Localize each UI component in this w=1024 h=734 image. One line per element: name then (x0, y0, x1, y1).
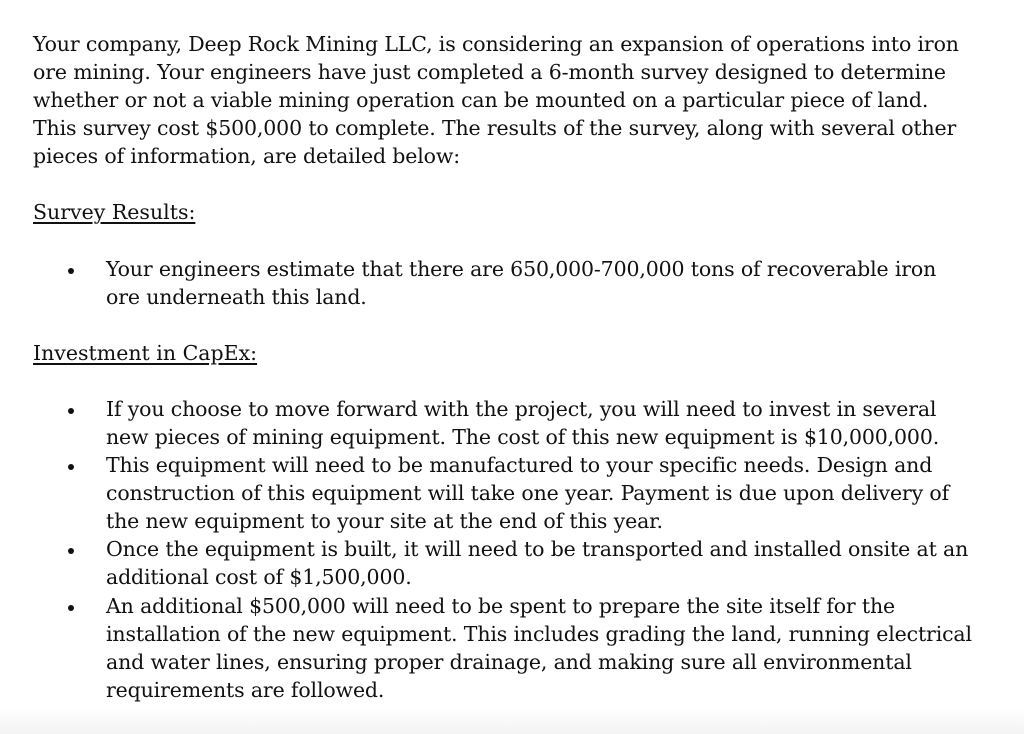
bullet-icon (68, 464, 74, 470)
capex-list (33, 395, 993, 704)
list-item (33, 535, 976, 591)
list-item-text: If you choose to move forward with the project, you will need to invest in several new pieces of mining equipment. The cost of this new equipment is $10,000,000. (106, 396, 940, 449)
bullet-icon (68, 408, 74, 414)
list-item (33, 451, 976, 535)
survey-results-list (33, 255, 993, 311)
list-item-text: This equipment will need to be manufactured to your specific needs. Design and construction of this equipment will take one year. Payment is due upon delivery of the new equipment to your site at the end of this year. (106, 453, 950, 534)
intro-paragraph: Your company, Deep Rock Mining LLC, is considering an expansion of operations into iron ore mining. Your engineers have just completed a 6-month survey designed to determine whether or not a viable mining operation can be mounted on a particular piece of land. This survey cost $500,000 to complete. The results of the survey, along with several other pieces of information, are detailed below: (33, 32, 959, 169)
page-bottom-shadow (0, 708, 1024, 734)
list-item (33, 592, 976, 704)
list-item (33, 255, 976, 311)
list-item-text: Once the equipment is built, it will need to be transported and installed onsite at an additional cost of $1,500,000. (106, 537, 969, 590)
investment-capex-heading: Investment in CapEx: (33, 340, 258, 365)
document-page (33, 30, 993, 704)
list-item-text: An additional $500,000 will need to be spent to prepare the site itself for the installation of the new equipment. This includes grading the land, running electrical and water lines, ensuring proper drainage, and making sure all environmental requirements are followed. (106, 593, 972, 702)
bullet-icon (68, 548, 74, 554)
bullet-icon (68, 268, 74, 274)
list-item (33, 395, 976, 451)
bullet-icon (68, 605, 74, 611)
survey-results-heading: Survey Results: (33, 200, 196, 225)
list-item-text: Your engineers estimate that there are 650,000-700,000 tons of recoverable iron ore underneath this land. (106, 256, 937, 309)
